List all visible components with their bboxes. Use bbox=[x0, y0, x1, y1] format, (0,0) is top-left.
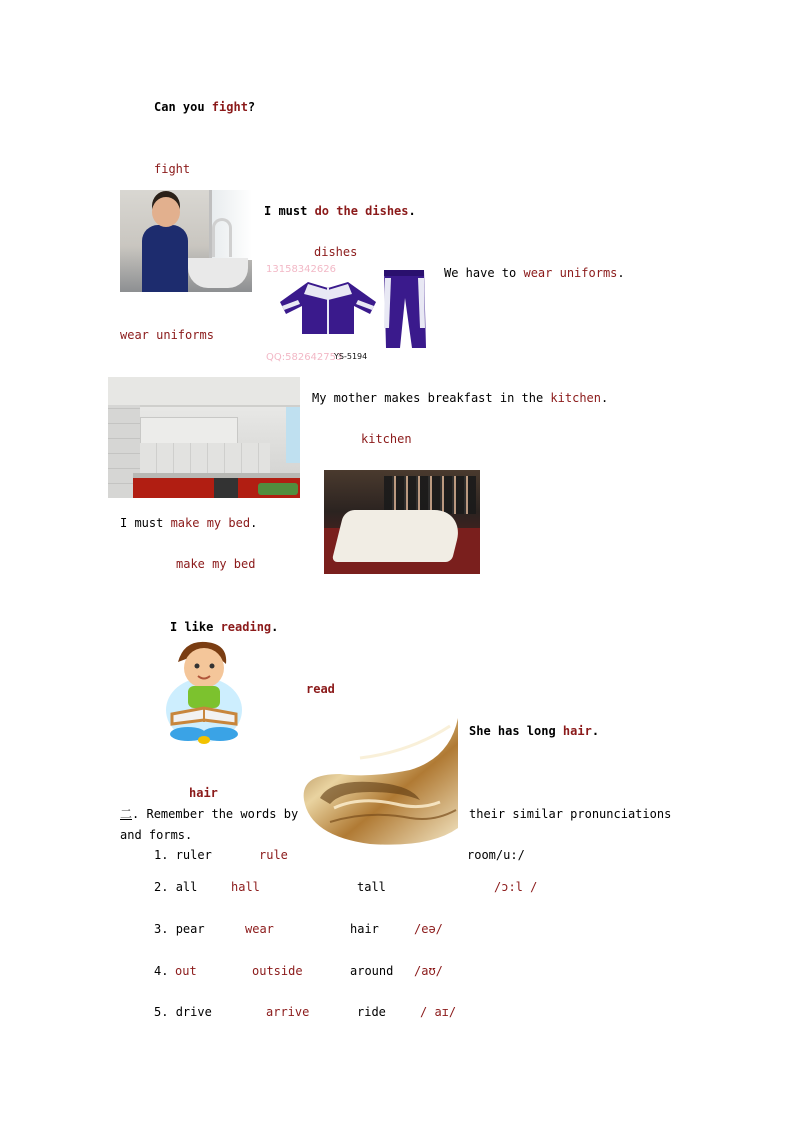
word-a: all bbox=[175, 880, 198, 894]
keyword: reading bbox=[220, 620, 272, 634]
row-2-word-c: tall bbox=[357, 880, 386, 894]
row-2-phonetic: /ɔ:l / bbox=[494, 880, 538, 894]
row-3-answer: wear bbox=[245, 922, 274, 936]
kitchen-image bbox=[108, 377, 300, 498]
sentence-text: She has long bbox=[469, 724, 563, 738]
sentence-end: . bbox=[591, 724, 600, 738]
sentence-kitchen bbox=[312, 391, 608, 406]
sentence-text: I must bbox=[120, 516, 171, 530]
phonetic: /u:/ bbox=[495, 848, 525, 862]
row-number: 2. bbox=[154, 880, 169, 894]
qq-watermark: QQ:582642753 bbox=[266, 352, 343, 363]
word-c: room bbox=[467, 848, 496, 862]
row-3-phonetic: /eə/ bbox=[414, 922, 443, 936]
row-5-word-c: ride bbox=[357, 1005, 386, 1019]
row-1-word bbox=[154, 848, 212, 863]
row-3-word bbox=[154, 922, 205, 937]
row-4-number: 4. bbox=[154, 964, 169, 978]
word-wear-uniforms: wear uniforms bbox=[120, 328, 214, 342]
row-5-phonetic: / aɪ/ bbox=[420, 1005, 457, 1019]
boy-washing-dishes-image bbox=[120, 190, 252, 292]
sentence-text: I must bbox=[264, 204, 315, 218]
sentence-dishes bbox=[264, 204, 416, 219]
keyword: do the dishes bbox=[314, 204, 409, 218]
word-make-my-bed: make my bed bbox=[176, 557, 256, 571]
word-a: pear bbox=[175, 922, 205, 936]
school-uniform-image bbox=[264, 262, 436, 366]
heading-text: . Remember the words by bbox=[132, 807, 299, 821]
word-kitchen: kitchen bbox=[361, 432, 412, 446]
phone-watermark: 13158342626 bbox=[266, 264, 336, 275]
row-4-word-a: out bbox=[175, 964, 197, 978]
keyword: fight bbox=[211, 100, 248, 114]
word-dishes: dishes bbox=[314, 245, 358, 259]
row-4-word-c: around bbox=[350, 964, 394, 978]
section2-heading-cont: their similar pronunciations bbox=[469, 807, 672, 821]
reading-boy-image bbox=[164, 640, 244, 746]
word-hair: hair bbox=[189, 786, 218, 800]
jacket-icon bbox=[278, 278, 378, 336]
word-a: ruler bbox=[175, 848, 212, 862]
keyword: wear uniforms bbox=[523, 266, 618, 280]
row-number: 5. bbox=[154, 1005, 169, 1019]
sentence-end: . bbox=[617, 266, 625, 280]
row-3-word-c: hair bbox=[350, 922, 379, 936]
keyword: kitchen bbox=[550, 391, 601, 405]
row-2-answer: hall bbox=[231, 880, 260, 894]
sentence-end: . bbox=[601, 391, 609, 405]
sentence-text: Can you bbox=[154, 100, 212, 114]
row-2-word bbox=[154, 880, 197, 895]
model-number: YS-5194 bbox=[334, 352, 368, 361]
keyword: make my bed bbox=[170, 516, 251, 530]
sentence-text: We have to bbox=[444, 266, 524, 280]
sentence-hair bbox=[469, 724, 599, 739]
section-number: 二 bbox=[120, 807, 133, 821]
word-fight: fight bbox=[154, 162, 191, 176]
word-a: drive bbox=[175, 1005, 212, 1019]
long-hair-image bbox=[300, 718, 458, 848]
row-number: 3. bbox=[154, 922, 169, 936]
sentence-end: . bbox=[408, 204, 416, 218]
sentence-reading bbox=[170, 620, 278, 635]
row-1-answer: rule bbox=[259, 848, 288, 862]
sentence-text: I like bbox=[170, 620, 221, 634]
section2-heading-end: and forms. bbox=[120, 828, 193, 842]
sentence-fight bbox=[154, 100, 255, 115]
section2-heading bbox=[120, 807, 298, 822]
keyword: hair bbox=[562, 724, 592, 738]
sentence-text: My mother makes breakfast in the bbox=[312, 391, 551, 405]
row-4-phonetic: /aʊ/ bbox=[414, 964, 443, 978]
sentence-bed bbox=[120, 516, 257, 531]
sentence-end: . bbox=[250, 516, 258, 530]
making-bed-image bbox=[324, 470, 480, 574]
row-5-word bbox=[154, 1005, 212, 1020]
word-read: read bbox=[306, 682, 335, 696]
row-1-word-c bbox=[467, 848, 525, 863]
pants-icon bbox=[380, 268, 428, 350]
sentence-uniforms bbox=[444, 266, 625, 281]
row-number: 1. bbox=[154, 848, 169, 862]
row-5-answer: arrive bbox=[266, 1005, 310, 1019]
sentence-end: ? bbox=[247, 100, 256, 114]
row-4-answer: outside bbox=[252, 964, 303, 978]
sentence-end: . bbox=[271, 620, 279, 634]
